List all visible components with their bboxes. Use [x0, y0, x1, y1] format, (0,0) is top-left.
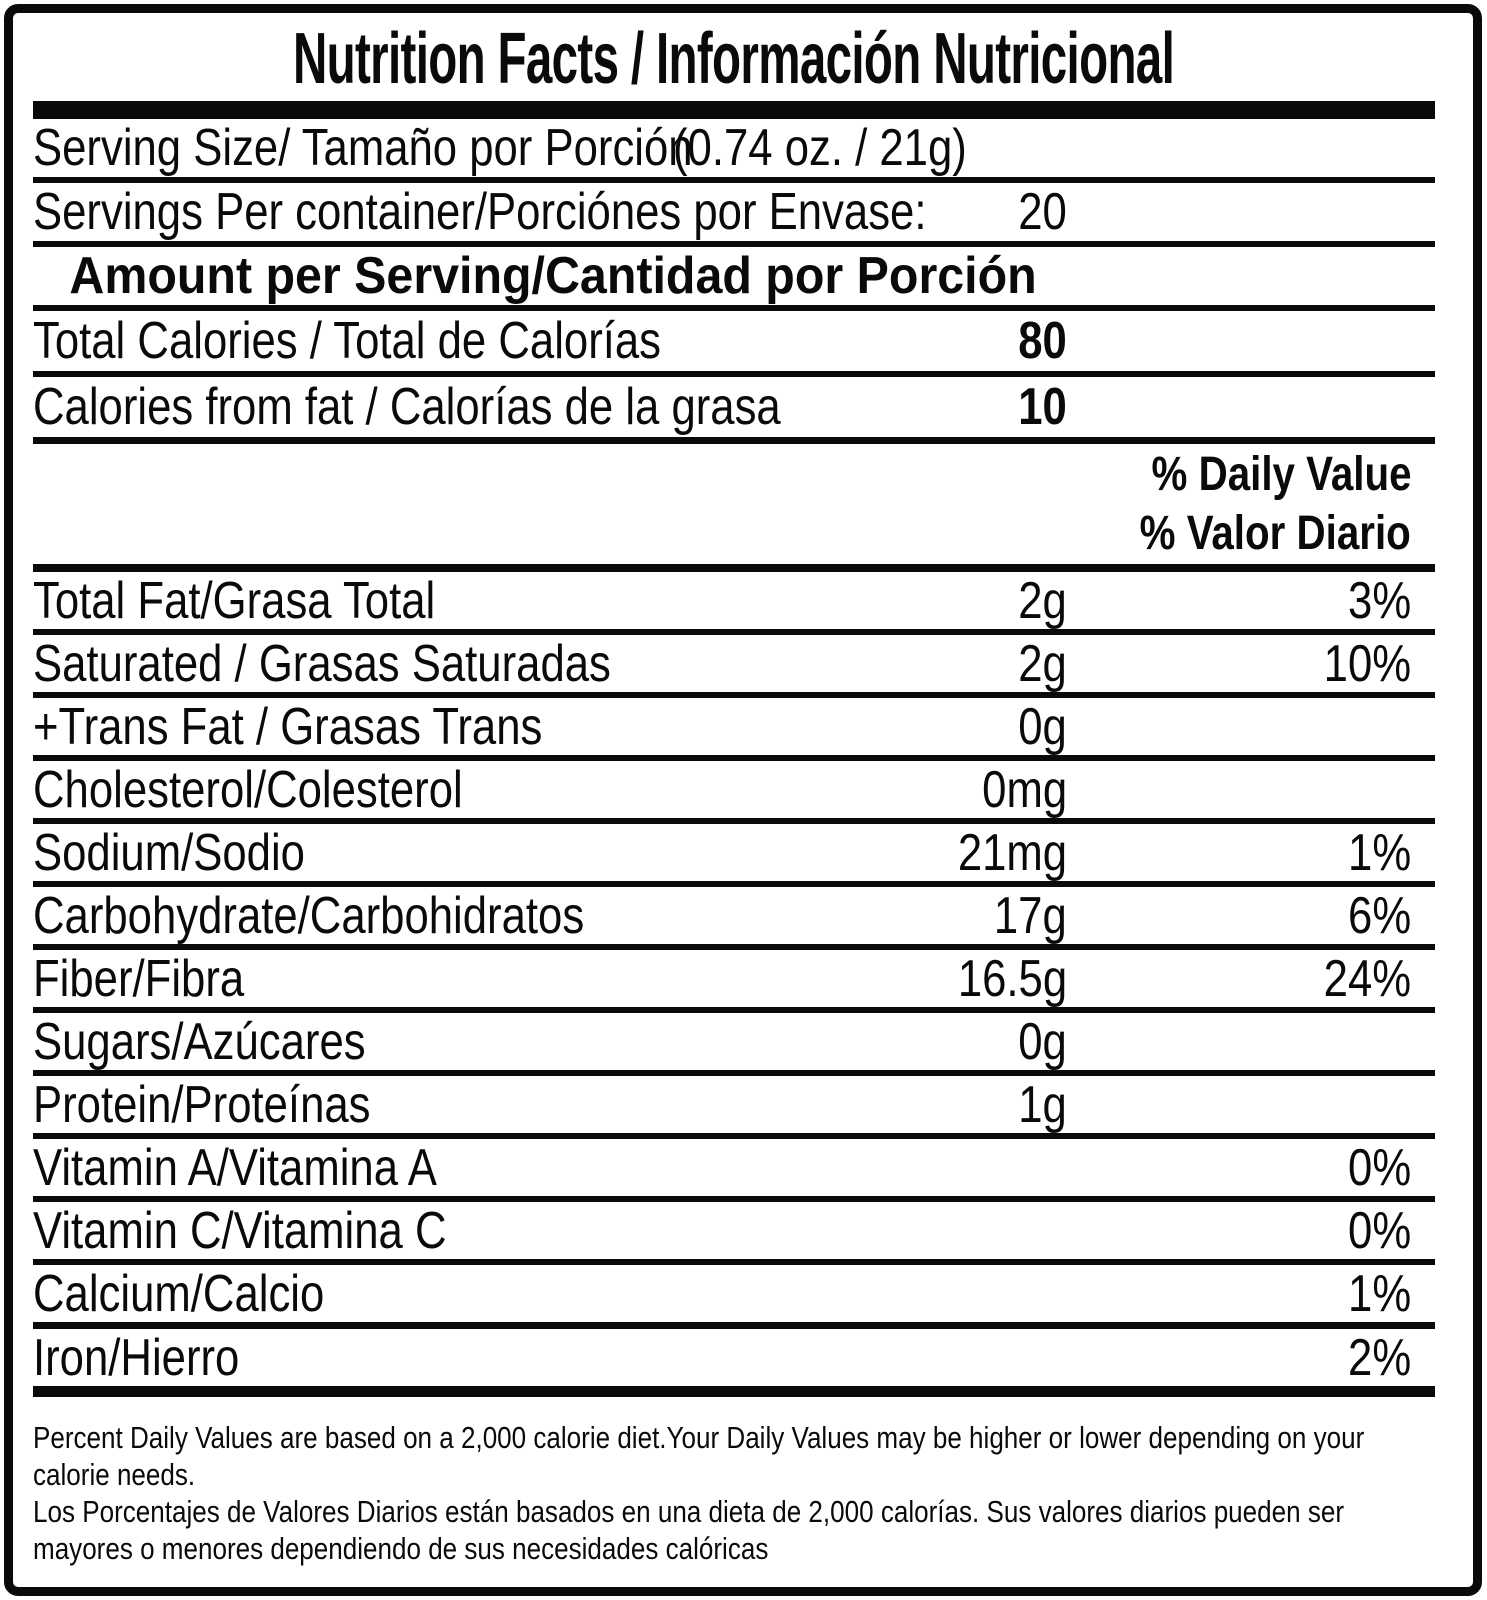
protein-value: 1g: [1018, 1075, 1067, 1134]
saturated-fat-value: 2g: [1018, 634, 1067, 693]
calories-from-fat-label: Calories from fat / Calorías de la grasa: [33, 378, 781, 436]
calcium-label: Calcium/Calcio: [33, 1264, 325, 1323]
trans-fat-row: [33, 698, 1435, 761]
cholesterol-value: 0mg: [982, 760, 1067, 819]
sodium-value: 21mg: [957, 823, 1067, 882]
daily-value-footnote: [33, 1419, 1435, 1567]
daily-value-header-en: % Daily Value: [1151, 448, 1411, 502]
saturated-fat-label: Saturated / Grasas Saturadas: [33, 634, 611, 693]
calories-from-fat-value: 10: [1018, 378, 1067, 436]
carbohydrate-dv: 6%: [1347, 886, 1411, 945]
servings-per-container-value: 20: [1018, 183, 1067, 241]
servings-per-container-row: [33, 183, 1435, 247]
total-fat-label: Total Fat/Grasa Total: [33, 571, 436, 630]
calories-from-fat-row: [33, 377, 1435, 444]
trans-fat-value: 0g: [1018, 697, 1067, 756]
total-calories-row: [33, 311, 1435, 377]
carbohydrate-value: 17g: [994, 886, 1067, 945]
saturated-fat-row: [33, 635, 1435, 698]
serving-size-value: (0.74 oz. / 21g): [673, 119, 967, 177]
nutrition-facts-label: [4, 4, 1482, 1596]
carbohydrate-row: [33, 887, 1435, 950]
label-header: [33, 17, 1435, 101]
servings-per-container-label: Servings Per container/Porciónes por Envase:: [33, 183, 927, 241]
iron-label: Iron/Hierro: [33, 1328, 240, 1387]
vitamin-a-dv: 0%: [1347, 1138, 1411, 1197]
footnote-es-line-2: mayores o menores dependiendo de sus necesidades calóricas: [33, 1531, 769, 1566]
cholesterol-row: [33, 761, 1435, 824]
label-title: Nutrition Facts / Información Nutricional: [293, 19, 1175, 99]
footnote-es-line-1: Los Porcentajes de Valores Diarios están basados en una dieta de 2,000 calorías. Sus valores diarios pueden ser: [33, 1494, 1345, 1529]
fiber-dv: 24%: [1323, 949, 1411, 1008]
sugars-value: 0g: [1018, 1012, 1067, 1071]
footnote-en-line-2: calorie needs.: [33, 1457, 196, 1492]
nutrient-table: [33, 572, 1435, 1397]
amount-per-serving-header: [33, 247, 1435, 311]
total-fat-row: [33, 572, 1435, 635]
header-divider-bar: [33, 101, 1435, 119]
sugars-label: Sugars/Azúcares: [33, 1012, 366, 1071]
serving-size-label: Serving Size/ Tamaño por Porción: [33, 119, 693, 177]
calcium-row: [33, 1265, 1435, 1329]
trans-fat-label: +Trans Fat / Grasas Trans: [33, 697, 543, 756]
total-calories-label: Total Calories / Total de Calorías: [33, 312, 662, 370]
vitamin-c-label: Vitamin C/Vitamina C: [33, 1201, 447, 1260]
sodium-label: Sodium/Sodio: [33, 823, 305, 882]
calcium-dv: 1%: [1347, 1264, 1411, 1323]
saturated-fat-dv: 10%: [1323, 634, 1411, 693]
fiber-label: Fiber/Fibra: [33, 949, 245, 1008]
fiber-value: 16.5g: [957, 949, 1067, 1008]
total-fat-value: 2g: [1018, 571, 1067, 630]
fiber-row: [33, 950, 1435, 1013]
total-fat-dv: 3%: [1347, 571, 1411, 630]
footnote-en-line-1: Percent Daily Values are based on a 2,000 calorie diet.Your Daily Values may be higher or lower depending on your: [33, 1420, 1365, 1455]
protein-label: Protein/Proteínas: [33, 1075, 371, 1134]
sodium-row: [33, 824, 1435, 887]
amount-per-serving-text: Amount per Serving/Cantidad por Porción: [69, 247, 1037, 305]
iron-dv: 2%: [1347, 1328, 1411, 1387]
vitamin-a-label: Vitamin A/Vitamina A: [33, 1138, 437, 1197]
daily-value-header-es: % Valor Diario: [1139, 506, 1411, 560]
vitamin-c-dv: 0%: [1347, 1201, 1411, 1260]
iron-row: [33, 1329, 1435, 1397]
carbohydrate-label: Carbohydrate/Carbohidratos: [33, 886, 585, 945]
sugars-row: [33, 1013, 1435, 1076]
serving-size-row: [33, 119, 1435, 183]
protein-row: [33, 1076, 1435, 1139]
sodium-dv: 1%: [1347, 823, 1411, 882]
daily-value-header: [33, 444, 1435, 572]
vitamin-c-row: [33, 1202, 1435, 1265]
vitamin-a-row: [33, 1139, 1435, 1202]
cholesterol-label: Cholesterol/Colesterol: [33, 760, 463, 819]
total-calories-value: 80: [1018, 312, 1067, 370]
